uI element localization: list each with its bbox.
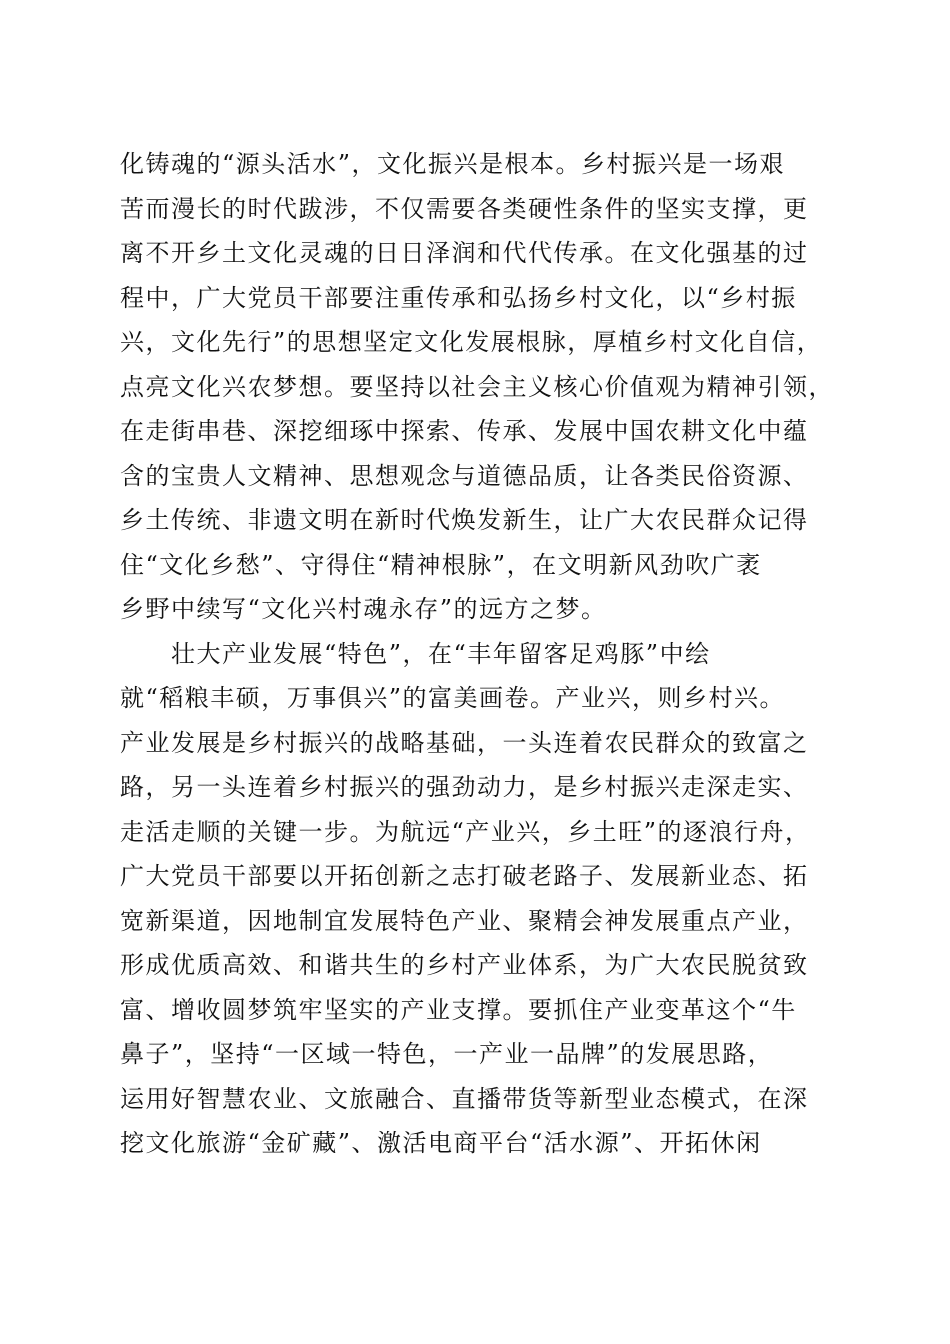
text-line: 离不开乡土文化灵魂的日日泽润和代代传承。在文化强基的过	[120, 239, 809, 267]
text-line: 宽新渠道，因地制宜发展特色产业、聚精会神发展重点产业，	[120, 906, 809, 935]
text-line: 广大党员干部要以开拓创新之志打破老路子、发展新业态、拓	[120, 862, 809, 890]
text-line: 兴，文化先行”的思想坚定文化发展根脉，厚植乡村文化自信，	[120, 328, 823, 356]
text-line: 就“稻粮丰硕，万事俱兴”的富美画卷。产业兴，则乡村兴。	[120, 684, 786, 712]
text-line: 壮大产业发展“特色”，在“丰年留客足鸡豚”中绘	[120, 639, 711, 668]
text-line: 苦而漫长的时代跋涉，不仅需要各类硬性条件的坚实支撑，更	[120, 194, 809, 223]
text-line: 产业发展是乡村振兴的战略基础，一头连着农民群众的致富之	[120, 728, 809, 757]
text-line: 程中，广大党员干部要注重传承和弘扬乡村文化，以“乡村振	[120, 283, 797, 312]
text-line: 含的宝贵人文精神、思想观念与道德品质，让各类民俗资源、	[120, 461, 809, 490]
text-line: 鼻子”，坚持“一区域一特色，一产业一品牌”的发展思路，	[120, 1040, 774, 1068]
text-line: 点亮文化兴农梦想。要坚持以社会主义核心价值观为精神引领，	[120, 372, 834, 401]
text-line: 住“文化乡愁”、守得住“精神根脉”，在文明新风劲吹广袤	[120, 550, 762, 579]
text-line: 形成优质高效、和谐共生的乡村产业体系，为广大农民脱贫致	[120, 951, 809, 979]
text-line: 挖文化旅游“金矿藏”、激活电商平台“活水源”、开拓休闲	[120, 1129, 762, 1157]
text-line: 在走街串巷、深挖细琢中探索、传承、发展中国农耕文化中蕴	[120, 417, 809, 445]
text-line: 走活走顺的关键一步。为航远“产业兴，乡土旺”的逐浪行舟，	[120, 817, 811, 846]
text-line: 路，另一头连着乡村振兴的强劲动力，是乡村振兴走深走实、	[120, 773, 809, 801]
text-line: 富、增收圆梦筑牢坚实的产业支撑。要抓住产业变革这个“牛	[120, 995, 797, 1024]
text-line: 运用好智慧农业、文旅融合、直播带货等新型业态模式，在深	[120, 1084, 809, 1113]
text-line: 乡土传统、非遗文明在新时代焕发新生，让广大农民群众记得	[120, 506, 809, 534]
body-text	[120, 142, 840, 1166]
text-line: 化铸魂的“源头活水”，文化振兴是根本。乡村振兴是一场艰	[120, 150, 786, 178]
text-line: 乡野中续写“文化兴村魂永存”的远方之梦。	[120, 595, 607, 623]
